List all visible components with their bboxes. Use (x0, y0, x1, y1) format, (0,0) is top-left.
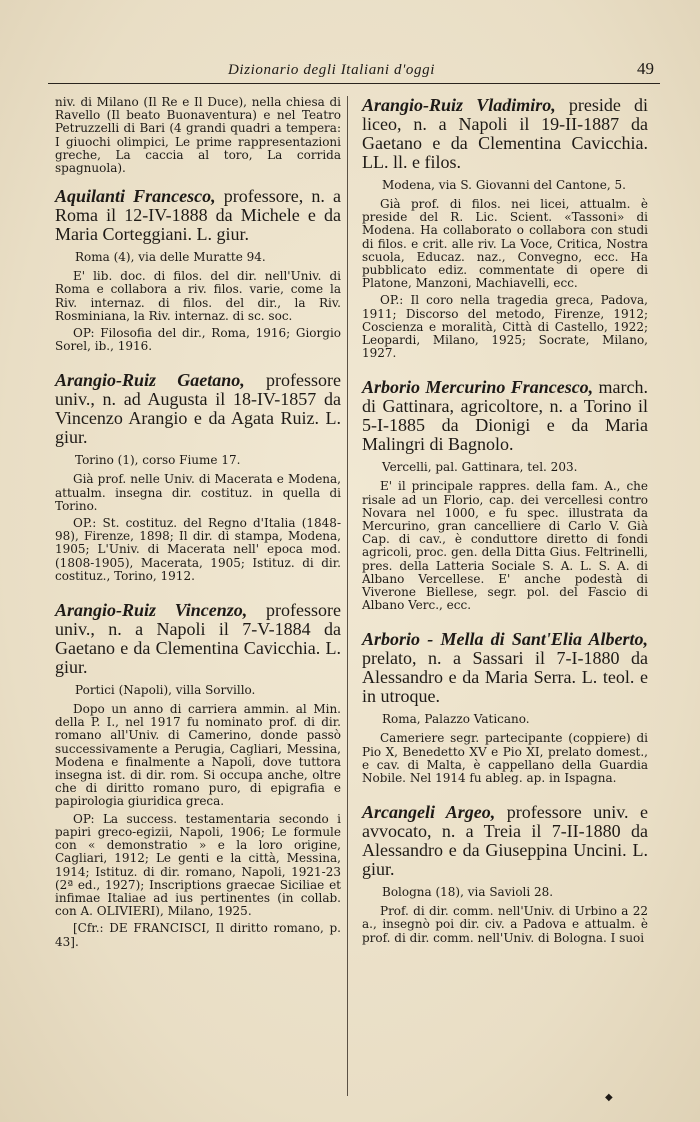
entry-address: Bologna (18), via Savioli 28. (382, 885, 554, 900)
entry-heading-text: professore univ., n. a Napoli il 7-V-1884 da Gaetano e da Clementina Cavicchia. L. giur. (55, 600, 342, 678)
entry-works: OP.: Il coro nella tragedia greca, Padova, 1911; Discorso del metodo, Firenze, 1912; Coscienza e moralità, Città di Castello, 1922; Leopardi, Milano, 1925; Socrate, Milano, 1927. (362, 293, 648, 361)
page-header (48, 55, 660, 84)
entry-works: OP: Filosofia del dir., Roma, 1916; Giorgio Sorel, ib., 1916. (55, 326, 341, 354)
entry-arangio-ruiz-gaetano (55, 371, 341, 583)
entry-heading-text: professore, n. a Roma il 12-IV-1888 da Michele e da Maria Corteggiani. L. giur. (55, 186, 341, 245)
entry-name: Arborio - Mella di Sant'Elia Alberto, (362, 629, 648, 650)
entry-name: Arangio-Ruiz Gaetano, (55, 370, 245, 391)
entry-paragraph: Già prof. di filos. nei licei, attualm. è preside del R. Lic. Scient. «Tassoni» di Modena. Ha collaborato o collabora con studi di filos. e crit. alle riv. La Voce, Critica, Nostra scuola, Educaz. naz., Convegno, ecc. Ha pubblicato ediz. commentate di opere di Platone, Manzoni, Machiavelli, ecc. (362, 197, 648, 291)
entry-heading (55, 187, 341, 244)
entry-address: Roma (4), via delle Muratte 94. (75, 250, 266, 265)
entry-name: Arangio-Ruiz Vincenzo, (55, 600, 248, 621)
entry-arcangeli-argeo (362, 803, 648, 945)
entry-heading (362, 803, 648, 879)
entry-heading (362, 96, 648, 172)
entry-arborio-mella-alberto (362, 630, 648, 785)
entry-heading-text: professore univ., n. ad Augusta il 18-IV-1857 da Vincenzo Arangio e da Agata Ruiz. L. giur. (55, 370, 341, 448)
page-number: 49 (637, 59, 654, 78)
column-divider (347, 96, 348, 1096)
entry-works: OP: La success. testamentaria secondo i papiri greco-egizii, Napoli, 1906; Le formule con « demonstratio » e la loro origine, Cagliari, 1912; Le genti e la città, Messina, 1914; Istituz. di dir. romano, Napoli, 1921-23 (2ª ed., 1927); Inscriptions graecae Siciliae et infimae Italiae ad ius pertinentes (in collab. con A. OLIVIERI), Milano, 1925. (55, 811, 341, 919)
entry-paragraph: E' lib. doc. di filos. del dir. nell'Univ. di Roma e collabora a riv. filos. varie, come la Riv. internaz. di filos. del dir., la Riv. Rosminiana, la Riv. internaz. di sc. soc. (55, 269, 341, 323)
entry-paragraph: Cameriere segr. partecipante (coppiere) di Pio X, Benedetto XV e Pio XI, prelato domest., e cav. di Malta, è cappellano della Guardia Nobile. Nel 1914 fu ableg. ap. in Ispagna. (362, 731, 648, 786)
entry-arangio-ruiz-vincenzo (55, 601, 341, 949)
entry-paragraph: Già prof. nelle Univ. di Macerata e Modena, attualm. insegna dir. costituz. in quella di Torino. (55, 472, 341, 513)
running-title: Dizionario degli Italiani d'oggi (228, 62, 435, 78)
entry-heading-text: march. di Gattinara, agricoltore, n. a Torino il 5-I-1885 da Dionigi e da Maria Malingri di Bagnolo. (362, 377, 648, 455)
entry-paragraph: E' il principale rappres. della fam. A., che risale ad un Florio, cap. dei vercellesi contro Novara nel 1000, e fu spec. illustrata da Mercurino, gran cancelliere di Carlo V. Già Cap. di cav., è conduttore diretto di fondi agricoli, proc. gen. della Ditta Gius. Feltrinelli, pres. della Latteria Sociale S. A. L. S. A. di Albano Vercellese. E' anche podestà di Viverone Biellese, segr. pol. del Fascio di Albano Verc., ecc. (362, 479, 648, 613)
entry-name: Aquilanti Francesco, (55, 186, 216, 207)
entry-name: Arcangeli Argeo, (362, 802, 496, 823)
entry-address: Portici (Napoli), villa Sorvillo. (75, 683, 256, 698)
entry-works: OP.: St. costituz. del Regno d'Italia (1848-98), Firenze, 1898; Il dir. di stampa, Modena, 1905; L'Univ. di Macerata nell' epoca mod. (1808-1905), Macerata, 1905; Istituz. di dir. costituz., Torino, 1912. (55, 516, 341, 583)
entry-heading-text: preside di liceo, n. a Napoli il 19-II-1887 da Gaetano e da Clementina Cavicchia. LL. ll. e filos. (362, 95, 649, 172)
entry-heading-text: prelato, n. a Sassari il 7-I-1880 da Alessandro e da Maria Serra. L. teol. e in utroque. (362, 648, 648, 707)
continued-entry-text: niv. di Milano (Il Re e Il Duce), nella chiesa di Ravello (Il beato Buonaventura) e nel Teatro Petruzzelli di Bari (4 grandi quadri a tempera: I giuochi olimpici, Le prime rappresentazioni greche, La caccia al toro, La corrida spagnuola). (55, 95, 341, 176)
entry-heading (55, 371, 341, 447)
entry-address: Vercelli, pal. Gattinara, tel. 203. (382, 460, 578, 475)
entry-address: Torino (1), corso Fiume 17. (75, 453, 241, 468)
entry-heading (55, 601, 341, 677)
printer-mark-icon: ◆ (605, 1092, 613, 1103)
entry-heading-text: professore univ. e avvocato, n. a Treia il 7-II-1880 da Alessandro e da Giuseppina Uncini. L. giur. (362, 802, 649, 880)
entry-heading (362, 378, 648, 454)
left-column (55, 96, 341, 959)
right-column (362, 96, 648, 955)
entry-arangio-ruiz-vladimiro (362, 96, 648, 360)
entry-name: Arborio Mercurino Francesco, (362, 377, 594, 398)
entry-paragraph: Dopo un anno di carriera ammin. al Min. della P. I., nel 1917 fu nominato prof. di dir. romano all'Univ. di Camerino, donde passò successivamente a Perugia, Cagliari, Messina, Modena e finalmente a Napoli, dove tuttora insegna ist. di dir. rom. Si occupa anche, oltre che di diritto romano puro, di epigrafia e papirologia giuridica greca. (55, 702, 341, 809)
entry-name: Arangio-Ruiz Vladimiro, (362, 95, 556, 115)
entry-address: Roma, Palazzo Vaticano. (382, 712, 530, 727)
entry-arborio-mercurino-francesco (362, 378, 648, 612)
entry-reference: [Cfr.: DE FRANCISCI, Il diritto romano, p. 43]. (55, 921, 341, 949)
entry-aquilanti-francesco (55, 187, 341, 353)
entry-paragraph: Prof. di dir. comm. nell'Univ. di Urbino a 22 a., insegnò poi dir. civ. a Padova e attualm. è prof. di dir. comm. nell'Univ. di Bologna. I suoi (362, 904, 648, 945)
entry-address: Modena, via S. Giovanni del Cantone, 5. (382, 178, 626, 192)
entry-heading (362, 630, 648, 706)
